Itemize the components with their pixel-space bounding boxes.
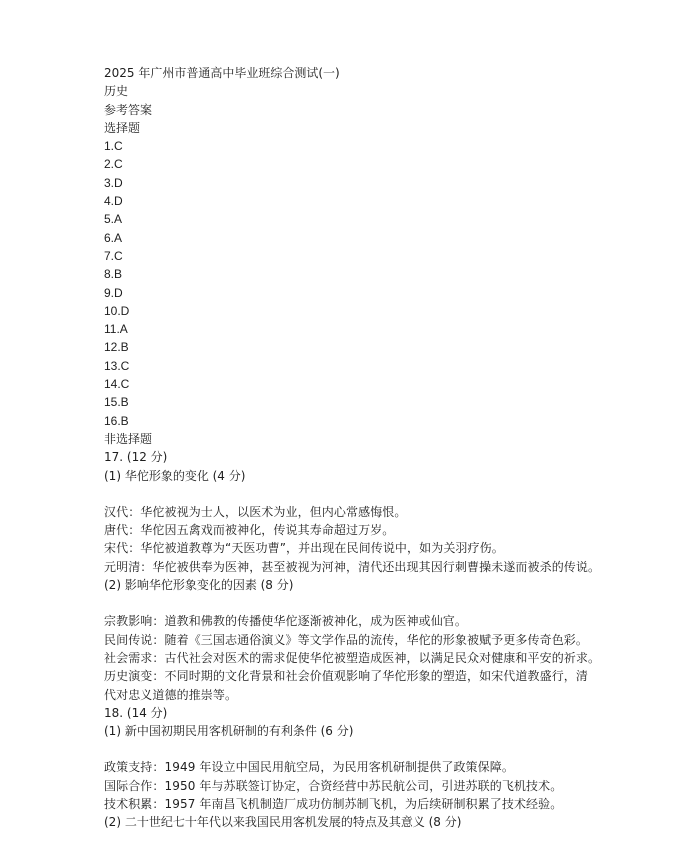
mc-answer-item: 6.A xyxy=(104,230,123,245)
spacer xyxy=(104,594,604,612)
document-title: 2025 年广州市普通高中毕业班综合测试(一) xyxy=(104,66,340,80)
q17-part1-line: 元明清：华佗被供奉为医神，甚至被视为河神，清代还出现其因行刺曹操未遂而被杀的传说。 xyxy=(104,559,601,574)
answer-document xyxy=(104,64,604,832)
mc-answer-item: 14.C xyxy=(104,377,130,392)
mc-answer-list xyxy=(104,137,604,430)
q17-part2-line: 历史演变：不同时期的文化背景和社会价值观影响了华佗形象的塑造，如宋代道教盛行，清 xyxy=(104,669,589,684)
q17-part1-line: 唐代：华佗因五禽戏而被神化，传说其寿命超过万岁。 xyxy=(104,523,395,538)
q17-part1-body xyxy=(104,503,604,576)
q18-part1-line: 技术积累：1957 年南昌飞机制造厂成功仿制苏制飞机，为后续研制积累了技术经验。 xyxy=(104,796,563,811)
q17-part1-line: 宋代：华佗被道教尊为“天医功曹”，并出现在民间传说中，如为关羽疗伤。 xyxy=(104,541,504,556)
answer-label: 参考答案 xyxy=(104,102,153,117)
q18-part2-title: (2) 二十世纪七十年代以来我国民用客机发展的特点及其意义 (8 分) xyxy=(104,815,462,830)
spacer xyxy=(104,740,604,758)
q18-header: 18. (14 分) xyxy=(104,705,168,720)
q18-part1-title: (1) 新中国初期民用客机研制的有利条件 (6 分) xyxy=(104,724,354,739)
q17-part2-line: 代对忠义道德的推崇等。 xyxy=(104,687,238,702)
mc-answer-item: 5.A xyxy=(104,212,123,227)
mc-answer-item: 10.D xyxy=(104,303,130,318)
q17-part2-body xyxy=(104,612,604,703)
mc-heading: 选择题 xyxy=(104,120,141,135)
mc-answer-item: 4.D xyxy=(104,194,123,209)
q18-part1-line: 政策支持：1949 年设立中国民用航空局，为民用客机研制提供了政策保障。 xyxy=(104,760,514,775)
mc-answer-item: 15.B xyxy=(104,395,129,410)
mc-answer-item: 11.A xyxy=(104,322,128,337)
q18-part1-line: 国际合作：1950 年与苏联签订协定，合资经营中苏民航公司，引进苏联的飞机技术。 xyxy=(104,778,563,793)
mc-answer-item: 1.C xyxy=(104,139,123,154)
q17-header: 17. (12 分) xyxy=(104,450,168,465)
q17-part2-line: 宗教影响：道教和佛教的传播使华佗逐渐被神化，成为医神或仙官。 xyxy=(104,614,468,629)
q18-part1-body xyxy=(104,758,604,813)
q17-part1-line: 汉代：华佗被视为士人，以医术为业，但内心常感悔恨。 xyxy=(104,504,407,519)
spacer xyxy=(104,485,604,503)
mc-answer-item: 2.C xyxy=(104,157,123,172)
q17-part2-title: (2) 影响华佗形象变化的因素 (8 分) xyxy=(104,578,294,593)
mc-answer-item: 13.C xyxy=(104,358,130,373)
mc-answer-item: 8.B xyxy=(104,267,123,282)
mc-answer-item: 9.D xyxy=(104,285,123,300)
q17-part1-title: (1) 华佗形象的变化 (4 分) xyxy=(104,468,246,483)
mc-answer-item: 16.B xyxy=(104,413,129,428)
q17-part2-line: 民间传说：随着《三国志通俗演义》等文学作品的流传，华佗的形象被赋予更多传奇色彩。 xyxy=(104,632,589,647)
nonmc-heading: 非选择题 xyxy=(104,431,153,446)
subject-label: 历史 xyxy=(104,84,129,99)
mc-answer-item: 3.D xyxy=(104,175,123,190)
mc-answer-item: 7.C xyxy=(104,248,123,263)
q17-part2-line: 社会需求：古代社会对医术的需求促使华佗被塑造成医神，以满足民众对健康和平安的祈求。 xyxy=(104,650,601,665)
mc-answer-item: 12.B xyxy=(104,340,129,355)
